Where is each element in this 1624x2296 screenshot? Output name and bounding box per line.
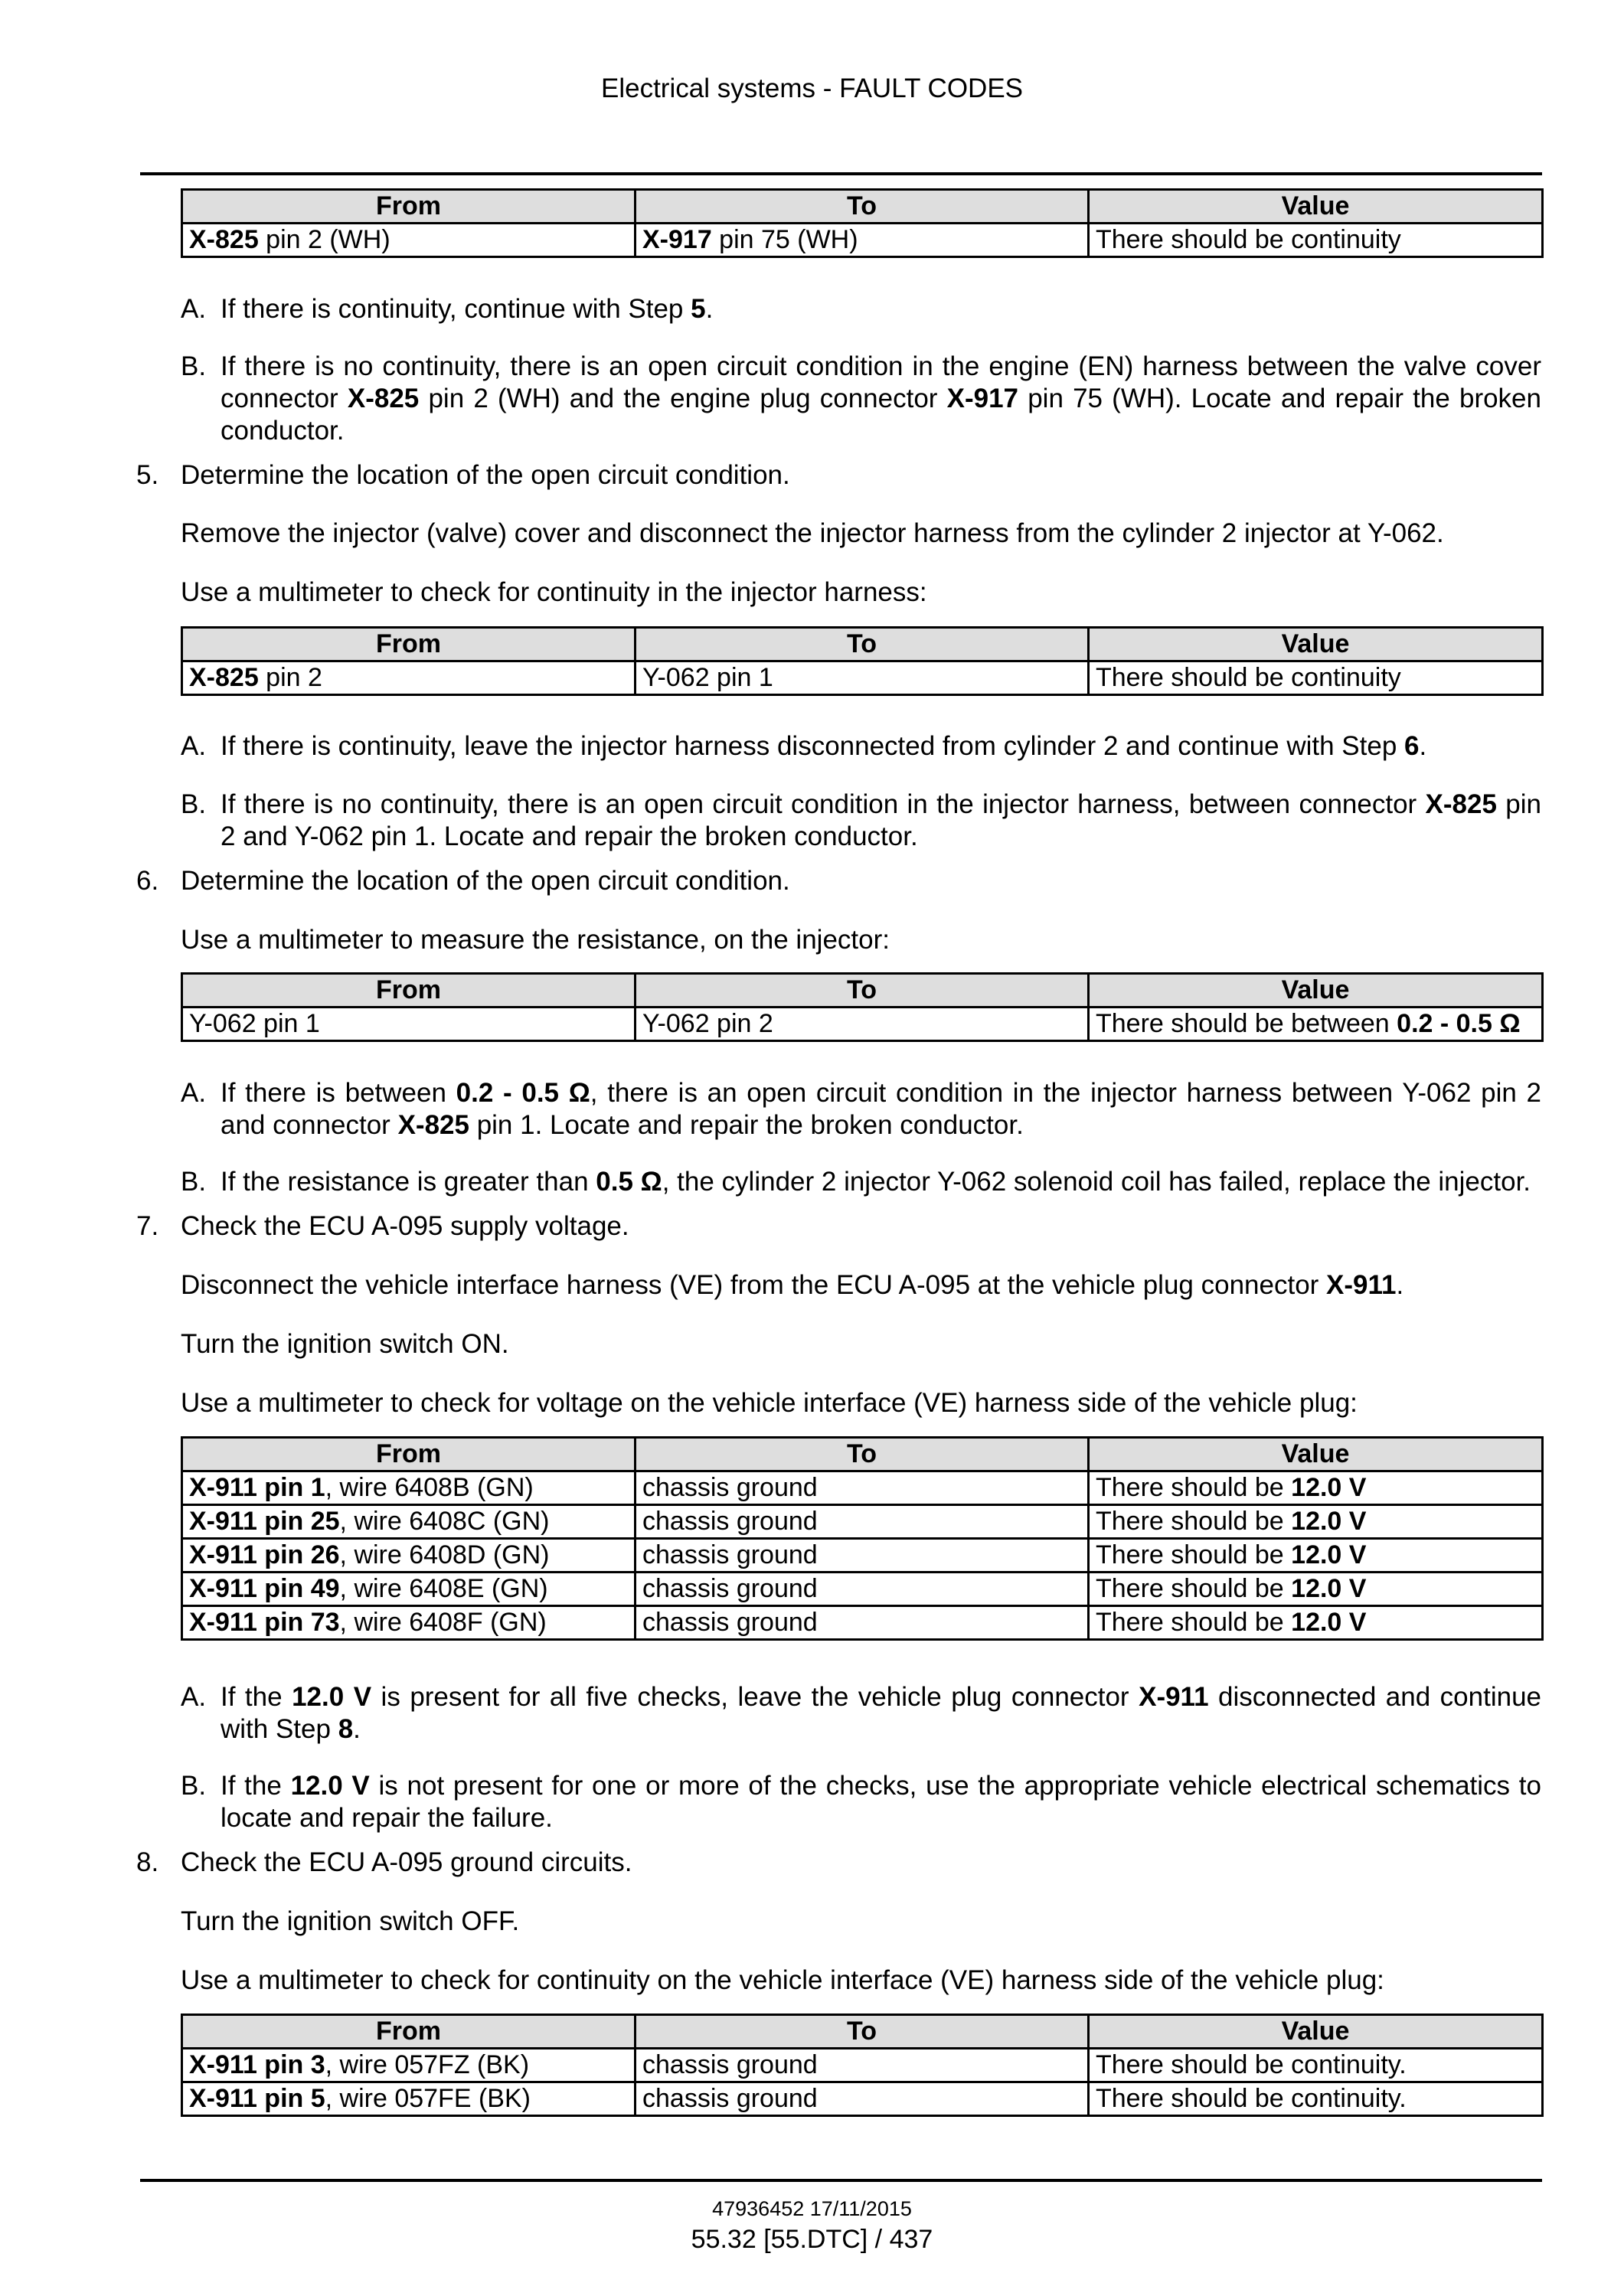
list-label: B. — [181, 789, 207, 819]
body-text: There should be continuity — [1096, 663, 1401, 692]
body-text: If the — [221, 1771, 291, 1801]
footer-doc-code: 47936452 17/11/2015 — [712, 2197, 912, 2220]
list-label: A. — [181, 294, 207, 324]
table-cell — [1089, 1471, 1543, 1505]
list-label: B. — [181, 1167, 207, 1197]
list-text — [221, 1681, 1541, 1746]
list-label: A. — [181, 1078, 207, 1108]
body-text: There should be between — [1096, 1009, 1397, 1038]
body-text: Disconnect the vehicle interface harness (VE) from the ECU A-095 at the vehicle plug connector — [181, 1270, 1327, 1300]
body-text: If the resistance is greater than — [221, 1167, 596, 1197]
body-text: Use a multimeter to check for voltage on the vehicle interface (VE) harness side of the vehicle plug: — [181, 1388, 1358, 1418]
body-text: disconnected and continue with Step — [221, 1682, 1542, 1744]
column-header: To — [636, 2015, 1089, 2049]
table-cell — [1089, 1008, 1543, 1041]
table-cell — [636, 1471, 1089, 1505]
step-6-paragraph-1 — [181, 924, 1541, 956]
list-text — [181, 459, 1541, 492]
table-row — [182, 2049, 1543, 2082]
body-text: If there is no continuity, there is an open circuit condition in the engine (EN) harness between the valve cover connector — [221, 351, 1541, 413]
body-text: There should be — [1096, 1507, 1292, 1536]
footer-page-ref: 55.32 [55.DTC] / 437 — [691, 2225, 933, 2254]
bold-ref-text: X-911 pin 3 — [189, 2050, 325, 2079]
list-text — [181, 865, 1541, 897]
bold-ref-text: X-825 — [189, 663, 259, 692]
step-5 — [136, 459, 1541, 492]
body-text: There should be continuity. — [1096, 2050, 1407, 2079]
body-text: , wire 6408C (GN) — [339, 1507, 550, 1536]
bold-ref-text: 12.0 V — [1291, 1574, 1367, 1603]
body-text: If there is between — [221, 1078, 456, 1108]
body-text: Y-062 pin 1 — [189, 1009, 320, 1038]
column-header: Value — [1089, 2015, 1543, 2049]
bold-ref-text: X-911 pin 5 — [189, 2084, 325, 2113]
step-5-substep-a — [181, 730, 1541, 763]
bold-ref-text: X-917 — [946, 384, 1019, 413]
step-8-paragraph-1 — [181, 1906, 1541, 1938]
bold-ref-text: 0.5 Ω — [596, 1167, 662, 1197]
table-cell — [182, 2049, 636, 2082]
table-cell — [636, 2049, 1089, 2082]
table-cell — [636, 1573, 1089, 1606]
list-label: 5. — [136, 460, 159, 490]
bold-ref-text: 12.0 V — [1291, 1473, 1367, 1502]
table-cell — [182, 2082, 636, 2116]
column-header: To — [636, 974, 1089, 1008]
table-cell — [182, 1471, 636, 1505]
body-text: , there is an open circuit condition in the injector harness between Y-062 pin 2 and connector — [221, 1078, 1541, 1140]
bold-ref-text: 12.0 V — [1291, 1507, 1367, 1536]
step-5-substep-b — [181, 789, 1541, 853]
bold-ref-text: X-911 pin 26 — [189, 1540, 340, 1569]
list-text — [181, 1847, 1541, 1879]
table-row — [182, 1573, 1543, 1606]
column-header: From — [182, 974, 636, 1008]
list-text — [221, 293, 1541, 325]
body-text: Y-062 pin 2 — [642, 1009, 773, 1038]
bold-ref-text: 5 — [691, 294, 706, 324]
list-text — [221, 1077, 1541, 1141]
body-text: is present for all five checks, leave the vehicle plug connector — [371, 1682, 1139, 1712]
body-text: There should be continuity. — [1096, 2084, 1407, 2113]
header-rule — [140, 172, 1542, 175]
table-cell — [636, 661, 1089, 695]
body-text: If there is continuity, leave the injector harness disconnected from cylinder 2 and continue with Step — [221, 731, 1405, 761]
table-cell — [182, 1606, 636, 1640]
body-text: chassis ground — [642, 1540, 818, 1569]
body-text: chassis ground — [642, 2050, 818, 2079]
table-cell — [636, 1505, 1089, 1539]
body-text: If there is continuity, continue with Step — [221, 294, 691, 324]
step-5-paragraph-2 — [181, 576, 1541, 609]
list-label: B. — [181, 1771, 207, 1801]
column-header: Value — [1089, 974, 1543, 1008]
step-5-paragraph-1 — [181, 518, 1541, 550]
step-7-paragraph-1 — [181, 1269, 1541, 1302]
body-text: pin 75 (WH) — [711, 225, 858, 254]
body-text: Determine the location of the open circuit condition. — [181, 866, 790, 896]
body-text: chassis ground — [642, 1507, 818, 1536]
step-8-paragraph-2 — [181, 1965, 1541, 1997]
bold-ref-text: 12.0 V — [292, 1682, 372, 1712]
table-cell — [1089, 224, 1543, 257]
body-text: If there is no continuity, there is an open circuit condition in the injector harness, between connector — [221, 789, 1426, 819]
bold-ref-text: X-911 pin 73 — [189, 1608, 340, 1637]
table-cell — [182, 1539, 636, 1573]
body-text: , wire 057FE (BK) — [325, 2084, 531, 2113]
bold-ref-text: 0.2 - 0.5 Ω — [1397, 1009, 1521, 1038]
table-row — [182, 1539, 1543, 1573]
column-header: From — [182, 190, 636, 224]
ground-circuit-table — [181, 2013, 1544, 2117]
table-cell — [182, 1008, 636, 1041]
body-text: chassis ground — [642, 1574, 818, 1603]
column-header: From — [182, 2015, 636, 2049]
body-text: Use a multimeter to measure the resistance, on the injector: — [181, 925, 890, 955]
bold-ref-text: X-911 — [1326, 1270, 1397, 1300]
body-text: is not present for one or more of the checks, use the appropriate vehicle electrical schematics to locate and repair the failure. — [221, 1771, 1541, 1833]
list-text — [181, 1210, 1541, 1243]
table-cell — [1089, 661, 1543, 695]
body-text: Check the ECU A-095 ground circuits. — [181, 1847, 632, 1877]
body-text: There should be — [1096, 1608, 1292, 1637]
continuity-table-2 — [181, 626, 1544, 696]
table-cell — [1089, 2049, 1543, 2082]
body-text: Turn the ignition switch ON. — [181, 1329, 509, 1359]
body-text: Remove the injector (valve) cover and disconnect the injector harness from the cylinder 2 injector at Y-062. — [181, 518, 1444, 548]
body-text: , the cylinder 2 injector Y-062 solenoid coil has failed, replace the injector. — [662, 1167, 1531, 1197]
body-text: , wire 6408F (GN) — [339, 1608, 547, 1637]
body-text: Determine the location of the open circuit condition. — [181, 460, 790, 490]
step-7-paragraph-2 — [181, 1328, 1541, 1360]
body-text: There should be — [1096, 1574, 1292, 1603]
bold-ref-text: 8 — [338, 1714, 354, 1744]
table-cell — [636, 2082, 1089, 2116]
supply-voltage-table — [181, 1436, 1544, 1641]
column-header: Value — [1089, 1438, 1543, 1471]
bold-ref-text: 12.0 V — [1291, 1540, 1367, 1569]
table-cell — [182, 1505, 636, 1539]
body-text: There should be — [1096, 1473, 1292, 1502]
body-text: chassis ground — [642, 2084, 818, 2113]
column-header: To — [636, 190, 1089, 224]
step-7 — [136, 1210, 1541, 1243]
list-text — [221, 789, 1541, 853]
step-6-substep-a — [181, 1077, 1541, 1141]
table-cell — [182, 661, 636, 695]
step-4-substep-a — [181, 293, 1541, 325]
body-text: , wire 6408D (GN) — [339, 1540, 550, 1569]
step-4-substep-b — [181, 351, 1541, 447]
body-text: , wire 6408B (GN) — [325, 1473, 534, 1502]
body-text: . — [1419, 731, 1427, 761]
body-text: chassis ground — [642, 1608, 818, 1637]
table-cell — [182, 1573, 636, 1606]
body-text: pin 75 (WH). Locate and repair the broken conductor. — [221, 384, 1541, 446]
list-label: A. — [181, 1682, 207, 1712]
table-row — [182, 1505, 1543, 1539]
bold-ref-text: X-911 pin 1 — [189, 1473, 325, 1502]
bold-ref-text: 12.0 V — [1291, 1608, 1367, 1637]
table-cell — [636, 1539, 1089, 1573]
column-header: Value — [1089, 628, 1543, 661]
table-row — [182, 1606, 1543, 1640]
body-text: chassis ground — [642, 1473, 818, 1502]
body-text: pin 2 (WH) — [258, 225, 390, 254]
bold-ref-text: 0.2 - 0.5 Ω — [456, 1078, 590, 1108]
body-text: . — [705, 294, 714, 324]
table-cell — [1089, 1573, 1543, 1606]
list-text — [221, 730, 1541, 763]
column-header: From — [182, 628, 636, 661]
table-row — [182, 1008, 1543, 1041]
list-text — [221, 1166, 1541, 1198]
list-text — [221, 1770, 1541, 1834]
bold-ref-text: X-911 — [1139, 1682, 1209, 1712]
body-text: Check the ECU A-095 supply voltage. — [181, 1211, 629, 1241]
body-text: If the — [221, 1682, 292, 1712]
bold-ref-text: X-825 — [397, 1110, 469, 1140]
list-label: A. — [181, 731, 207, 761]
list-label: 6. — [136, 866, 159, 896]
column-header: From — [182, 1438, 636, 1471]
table-cell — [636, 224, 1089, 257]
body-text: Use a multimeter to check for continuity in the injector harness: — [181, 577, 927, 607]
bold-ref-text: X-911 pin 25 — [189, 1507, 340, 1536]
column-header: To — [636, 628, 1089, 661]
table-row — [182, 224, 1543, 257]
body-text: . — [1396, 1270, 1404, 1300]
list-label: B. — [181, 351, 207, 381]
table-cell — [1089, 1539, 1543, 1573]
body-text: pin 2 — [258, 663, 322, 692]
table-cell — [1089, 1505, 1543, 1539]
step-6-substep-b — [181, 1166, 1541, 1198]
body-text: Use a multimeter to check for continuity on the vehicle interface (VE) harness side of the vehicle plug: — [181, 1965, 1384, 1995]
bold-ref-text: X-825 — [189, 225, 259, 254]
footer-rule — [140, 2179, 1542, 2182]
step-8 — [136, 1847, 1541, 1879]
body-text: pin 1. Locate and repair the broken conductor. — [469, 1110, 1024, 1140]
bold-ref-text: X-825 — [1425, 789, 1497, 819]
body-text: There should be continuity — [1096, 225, 1401, 254]
body-text: . — [353, 1714, 361, 1744]
step-7-substep-a — [181, 1681, 1541, 1746]
bold-ref-text: 6 — [1404, 731, 1420, 761]
bold-ref-text: X-911 pin 49 — [189, 1574, 340, 1603]
table-cell — [1089, 1606, 1543, 1640]
bold-ref-text: X-825 — [347, 384, 420, 413]
bold-ref-text: 12.0 V — [290, 1771, 370, 1801]
table-row — [182, 2082, 1543, 2116]
column-header: To — [636, 1438, 1089, 1471]
body-text: Y-062 pin 1 — [642, 663, 773, 692]
column-header: Value — [1089, 190, 1543, 224]
resistance-table — [181, 972, 1544, 1042]
table-row — [182, 1471, 1543, 1505]
list-text — [221, 351, 1541, 447]
table-cell — [636, 1008, 1089, 1041]
body-text: Turn the ignition switch OFF. — [181, 1906, 520, 1936]
bold-ref-text: X-917 — [642, 225, 712, 254]
list-label: 8. — [136, 1847, 159, 1877]
body-text: , wire 6408E (GN) — [339, 1574, 548, 1603]
list-label: 7. — [136, 1211, 159, 1241]
step-7-paragraph-3 — [181, 1387, 1541, 1419]
step-7-substep-b — [181, 1770, 1541, 1834]
table-cell — [182, 224, 636, 257]
table-cell — [636, 1606, 1089, 1640]
body-text: pin 2 and Y-062 pin 1. Locate and repair the broken conductor. — [221, 789, 1541, 851]
table-row — [182, 661, 1543, 695]
continuity-table-1 — [181, 188, 1544, 258]
body-text: pin 2 (WH) and the engine plug connector — [419, 384, 947, 413]
body-text: There should be — [1096, 1540, 1292, 1569]
body-text: , wire 057FZ (BK) — [325, 2050, 530, 2079]
table-cell — [1089, 2082, 1543, 2116]
step-6 — [136, 865, 1541, 897]
page-header-title: Electrical systems - FAULT CODES — [600, 73, 1024, 103]
